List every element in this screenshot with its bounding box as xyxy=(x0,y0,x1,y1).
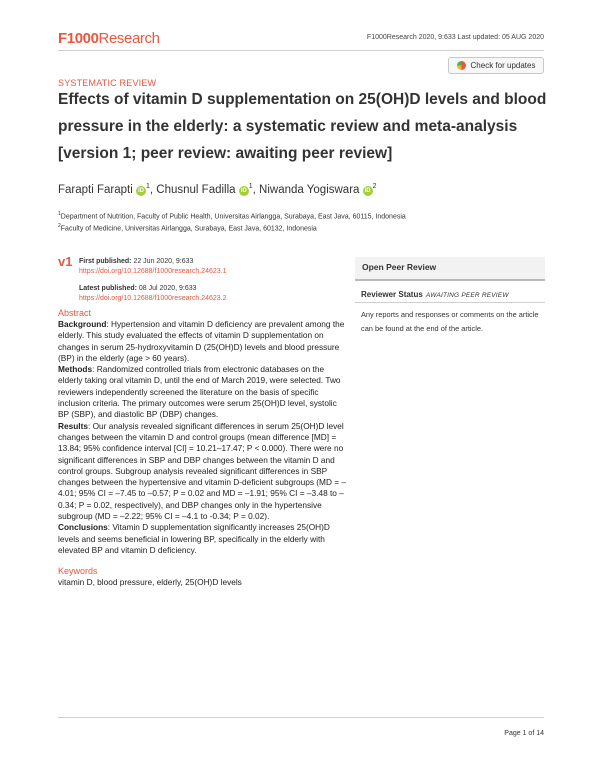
affiliation xyxy=(58,223,317,232)
article-type-label: SYSTEMATIC REVIEW xyxy=(58,78,157,88)
orcid-icon[interactable]: iD xyxy=(137,187,144,194)
affiliation-text: Faculty of Medicine, Universitas Airlangga, Surabaya, East Java, 60132, Indonesia xyxy=(60,225,317,233)
orcid-icon[interactable]: iD xyxy=(240,187,247,194)
logo-text-rest: Research xyxy=(98,30,160,47)
author-affiliation-sup: 2 xyxy=(372,183,377,190)
latest-published xyxy=(79,284,227,304)
page-number: Page 1 of 14 xyxy=(504,730,544,737)
check-for-updates-label: Check for updates xyxy=(470,61,536,70)
version-badge: v1 xyxy=(58,254,73,269)
f1000research-logo xyxy=(58,30,160,47)
first-published-date: 22 Jun 2020, 9:633 xyxy=(133,258,194,265)
first-doi-link[interactable]: https://doi.org/10.12688/f1000research.24623.1 xyxy=(79,268,227,275)
open-peer-review-heading: Open Peer Review xyxy=(355,257,545,279)
latest-published-date: 08 Jul 2020, 9:633 xyxy=(138,285,197,292)
author-affiliation-sup: 1 xyxy=(248,183,253,190)
abstract-methods-label: Methods xyxy=(58,364,93,375)
peer-review-note: Any reports and responses or comments on the article can be found at the end of the article. xyxy=(361,310,539,333)
reviewer-status-value: AWAITING PEER REVIEW xyxy=(425,292,509,299)
abstract-background-text: : Hypertension and vitamin D deficiency are prevalent among the elderly. This study evaluated the effects of vitamin D supplementation on changes in serum 25-hydroxyvitamin D (25(OH)D) levels and blood pressure (BP) in the elderly (age > 60 years). xyxy=(58,319,345,363)
article-title: Effects of vitamin D supplementation on 25(OH)D levels and blood pressure in the elderly: a systematic review and meta-analysis [version 1; peer review: awaiting peer review] xyxy=(58,91,547,162)
author-name[interactable]: Chusnul Fadilla xyxy=(156,183,236,196)
orcid-icon[interactable]: iD xyxy=(364,187,371,194)
abstract-heading: Abstract xyxy=(58,308,92,318)
author-affiliation-sup: 1 xyxy=(145,183,150,190)
abstract-section xyxy=(58,308,348,587)
abstract-conclusions-label: Conclusions xyxy=(58,522,108,533)
citation-line: F1000Research 2020, 9:633 Last updated: 05 AUG 2020 xyxy=(366,34,544,41)
abstract-methods-text: : Randomized controlled trials from electronic databases on the elderly taking oral vitamin D, until the end of March 2019, were selected. Two reviewers independently screened the literature on the basis of specific inclusion criteria. The primary outcomes were serum 25(OH)D level, systolic BP (SBP), and diastolic BP (DBP) changes. xyxy=(58,364,341,420)
abstract-results xyxy=(58,421,348,523)
latest-published-label: Latest published: xyxy=(79,285,137,292)
abstract-conclusions xyxy=(58,522,348,556)
abstract-results-label: Results xyxy=(58,420,88,431)
keywords-list: vitamin D, blood pressure, elderly, 25(OH)D levels xyxy=(58,577,242,588)
abstract-methods xyxy=(58,364,348,420)
affiliation-sup: 2 xyxy=(58,223,61,229)
author-list: Farapti Farapti $iD^1$, Chusnul Fadilla $iD^1$, Niwanda Yogiswara $iD^2$ xyxy=(58,183,377,196)
author-name[interactable]: Farapti Farapti xyxy=(58,183,133,196)
abstract-conclusions-text: : Vitamin D supplementation significantly increases 25(OH)D levels and seems beneficial in lowering BP, specifically in the elderly with elevated BP and vitamin D deficiency. xyxy=(58,522,330,555)
peer-review-divider xyxy=(355,279,545,281)
keywords-heading: Keywords xyxy=(58,566,98,577)
affiliation xyxy=(58,211,406,220)
latest-doi-link[interactable]: https://doi.org/10.12688/f1000research.24623.2 xyxy=(79,295,227,302)
reviewer-status xyxy=(361,290,509,299)
abstract-background-label: Background xyxy=(58,319,107,329)
reviewer-status-label: Reviewer Status xyxy=(361,290,423,299)
author-name[interactable]: Niwanda Yogiswara xyxy=(259,183,360,196)
reviewer-status-divider xyxy=(355,302,545,303)
affiliation-text: Department of Nutrition, Faculty of Public Health, Universitas Airlangga, Surabaya, East Java, 60115, Indonesia xyxy=(60,213,406,221)
crossmark-icon xyxy=(457,61,466,70)
check-for-updates-button[interactable] xyxy=(448,57,544,74)
footer-divider xyxy=(58,717,544,718)
first-published xyxy=(79,257,227,277)
affiliation-sup: 1 xyxy=(58,211,61,217)
header-divider xyxy=(58,50,544,51)
logo-text-main: F1000 xyxy=(58,30,99,47)
abstract-results-text: : Our analysis revealed significant differences in serum 25(OH)D level changes between the vitamin D and control groups (mean difference [MD] = 13.84; 95% confidence interval [CI] = 10.21–17.47; P < 0.000). There were no significant differences in SBP and DBP changes between the vitamin D and control groups. Subgroup analysis revealed significant differences in SBP changes between the hypertensive and vitamin D-deficient subgroups (MD = –4.01; 95% CI = –7.45 to –0.57; P = 0.02 and MD = –1.91; 95% CI = –3.48 to –0.34; P = 0.02, respectively), and DBP changes only in the hypertensive subgroup (MD = –2.22; 95% CI = –4.1 to -0.34; P = 0.02). xyxy=(58,420,347,522)
abstract-background xyxy=(58,319,348,364)
first-published-label: First published: xyxy=(79,258,132,265)
